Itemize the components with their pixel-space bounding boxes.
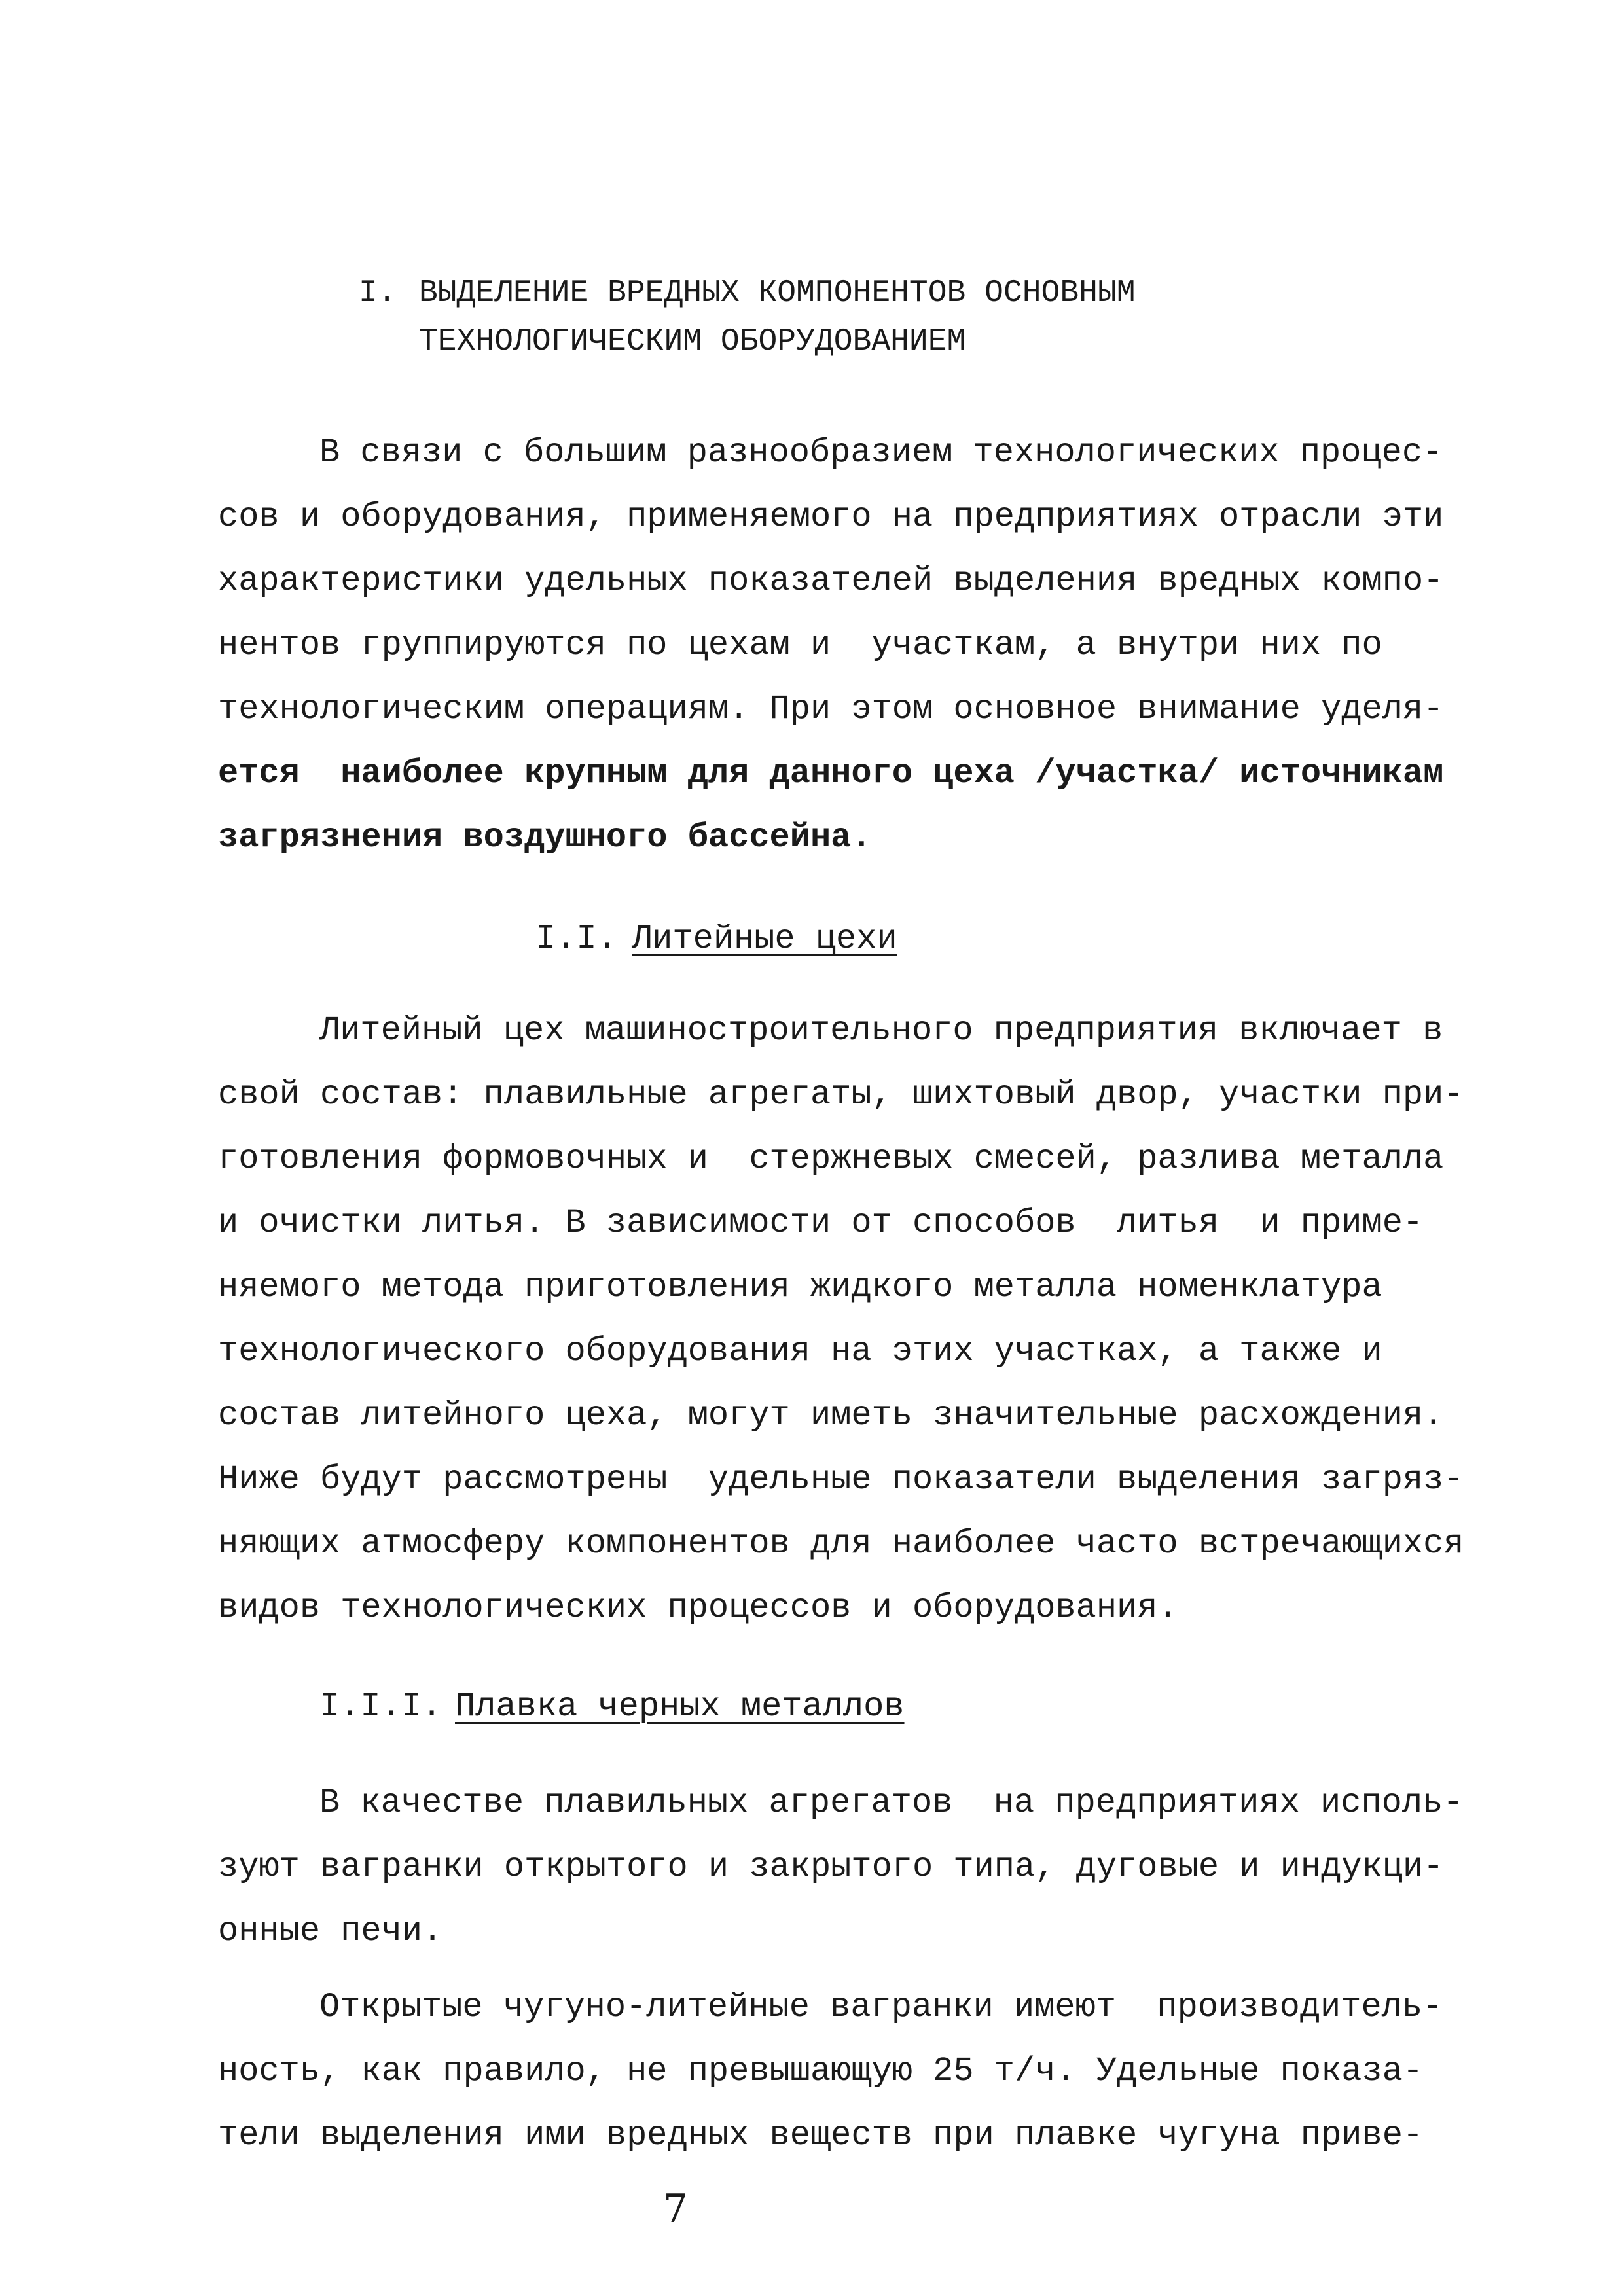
intro-line-6: ется наиболее крупным для данного цеха /участка/ источникам bbox=[218, 754, 1444, 793]
foundry-line-4: и очистки литья. В зависимости от способов литья и приме- bbox=[218, 1204, 1424, 1242]
intro-line-2: сов и оборудования, применяемого на предприятиях отрасли эти bbox=[218, 497, 1444, 536]
foundry-line-5: няемого метода приготовления жидкого металла номенклатура bbox=[218, 1268, 1382, 1306]
section-title-line-1: ВЫДЕЛЕНИЕ ВРЕДНЫХ КОМПОНЕНТОВ ОСНОВНЫМ bbox=[419, 276, 1136, 311]
foundry-line-6: технологического оборудования на этих участках, а также и bbox=[218, 1332, 1382, 1371]
foundry-line-1: Литейный цех машиностроительного предприятия включает в bbox=[319, 1011, 1443, 1050]
foundry-line-8: Ниже будут рассмотрены удельные показатели выделения загряз- bbox=[218, 1460, 1464, 1499]
intro-line-4: нентов группируются по цехам и участкам, а внутри них по bbox=[218, 626, 1382, 664]
subsection-1-1-1-number: I.I.I. bbox=[319, 1687, 442, 1726]
melting-para1-line-1: В качестве плавильных агрегатов на предприятиях исполь- bbox=[319, 1784, 1464, 1822]
section-number: I. bbox=[359, 276, 397, 311]
intro-line-5: технологическим операциям. При этом основное внимание уделя- bbox=[218, 690, 1444, 728]
foundry-line-9: няющих атмосферу компонентов для наиболее часто встречающихся bbox=[218, 1524, 1464, 1563]
melting-para2-line-2: ность, как правило, не превышающую 25 т/ч. Удельные показа- bbox=[218, 2052, 1424, 2090]
melting-para1-line-3: онные печи. bbox=[218, 1912, 443, 1950]
intro-line-1: В связи с большим разнообразием технологических процес- bbox=[319, 433, 1443, 472]
foundry-line-7: состав литейного цеха, могут иметь значительные расхождения. bbox=[218, 1396, 1444, 1435]
melting-para2-line-3: тели выделения ими вредных веществ при плавке чугуна приве- bbox=[218, 2116, 1424, 2155]
page-number: 7 bbox=[663, 2186, 689, 2232]
subsection-1-1-1-title: Плавка черных металлов bbox=[455, 1687, 905, 1726]
subsection-1-1-number: I.I. bbox=[535, 920, 617, 958]
melting-para1-line-2: зуют вагранки открытого и закрытого типа, дуговые и индукци- bbox=[218, 1848, 1444, 1886]
foundry-line-3: готовления формовочных и стержневых смесей, разлива металла bbox=[218, 1139, 1444, 1178]
subsection-1-1-title: Литейные цехи bbox=[632, 920, 897, 958]
melting-para2-line-1: Открытые чугуно-литейные вагранки имеют производитель- bbox=[319, 1988, 1443, 2026]
intro-line-3: характеристики удельных показателей выделения вредных компо- bbox=[218, 562, 1444, 600]
foundry-line-2: свой состав: плавильные агрегаты, шихтовый двор, участки при- bbox=[218, 1075, 1464, 1114]
section-title-line-2: ТЕХНОЛОГИЧЕСКИМ ОБОРУДОВАНИЕМ bbox=[419, 324, 966, 359]
intro-line-7: загрязнения воздушного бассейна. bbox=[218, 818, 872, 857]
foundry-line-10: видов технологических процессов и оборудования. bbox=[218, 1588, 1178, 1627]
